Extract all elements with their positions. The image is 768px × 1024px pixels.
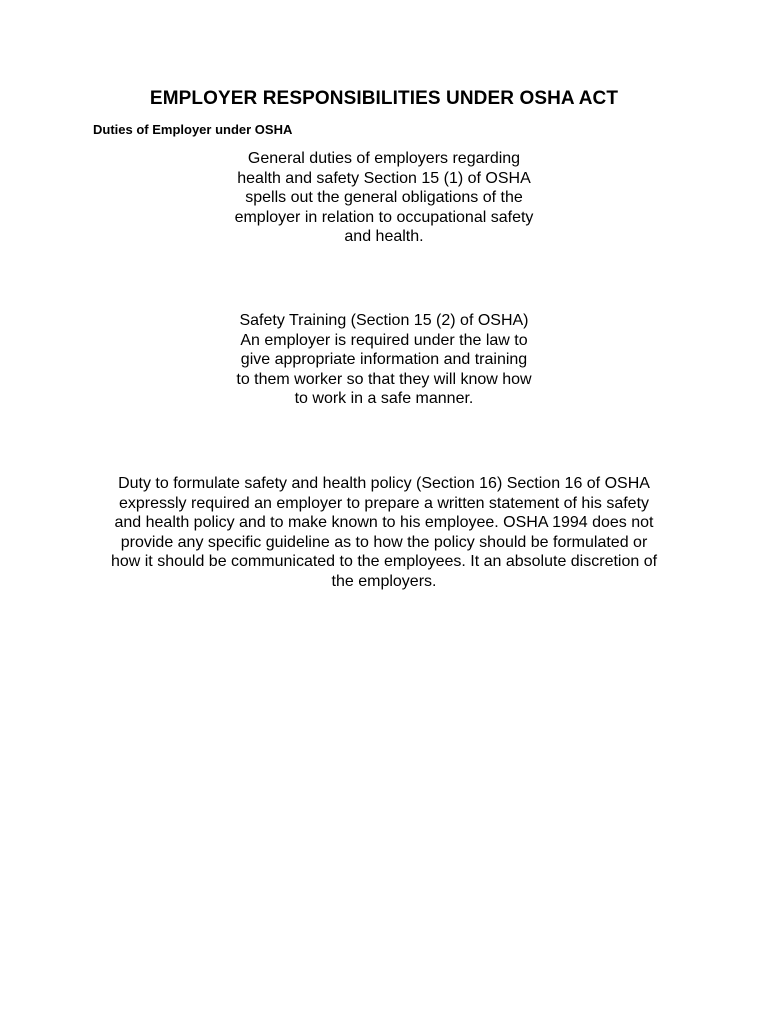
paragraph-safety-policy: Duty to formulate safety and health policy (Section 16) Section 16 of OSHA expressly required an employer to prepare a written statement of his safety and health policy and to make known to his employee. OSHA 1994 does not provide any specific guideline as to how the policy should be formulated or how it should be communicated to the employees. It an absolute discretion of the employers. bbox=[110, 475, 658, 590]
document-title: EMPLOYER RESPONSIBILITIES UNDER OSHA ACT bbox=[149, 88, 619, 109]
document-subtitle: Duties of Employer under OSHA bbox=[93, 122, 293, 137]
paragraph-general-duties: General duties of employers regarding health and safety Section 15 (1) of OSHA spells out the general obligations of the employer in relation to occupational safety and health. bbox=[234, 150, 534, 245]
paragraph-safety-training: Safety Training (Section 15 (2) of OSHA) An employer is required under the law to give appropriate information and training to them worker so that they will know how to work in a safe manner. bbox=[236, 312, 532, 407]
